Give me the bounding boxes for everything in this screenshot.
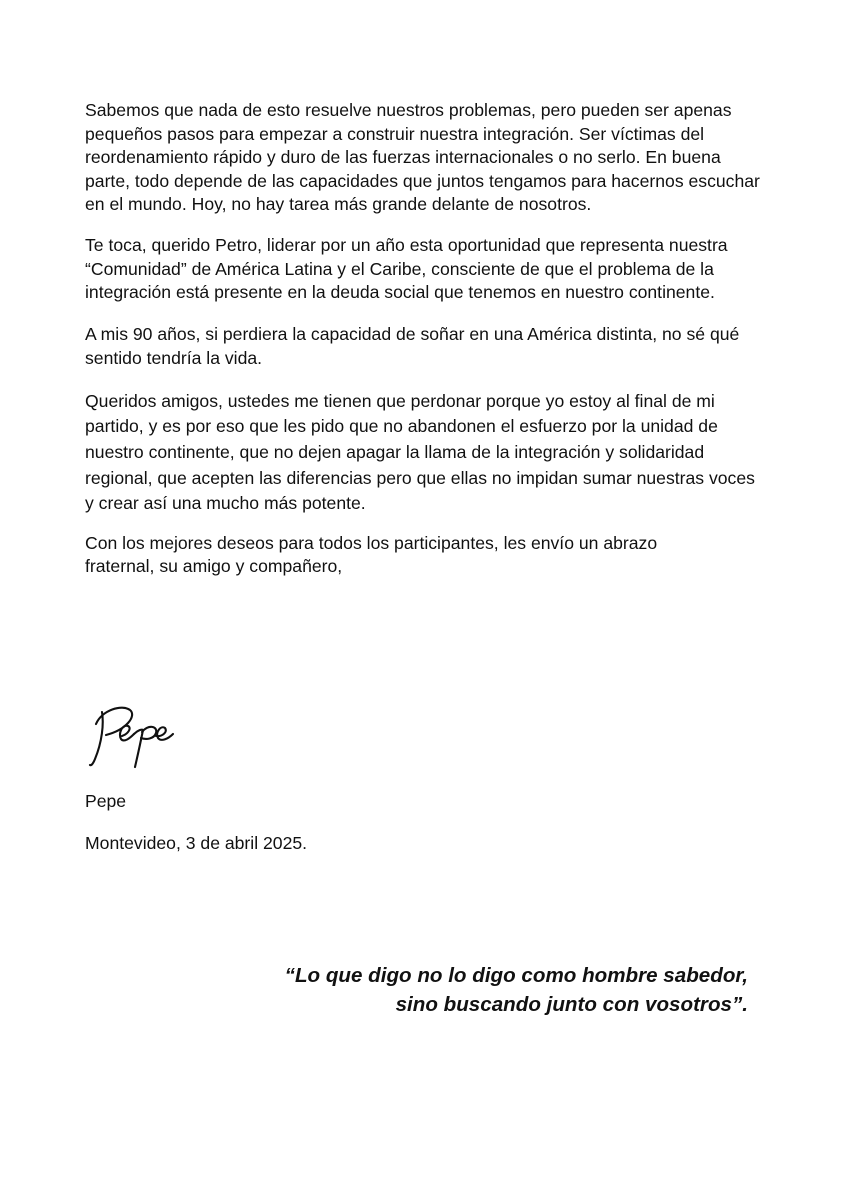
quote-line-1: “Lo que digo no lo digo como hombre sabedor, (284, 964, 748, 987)
paragraph-friends: Queridos amigos, ustedes me tienen que perdonar porque yo estoy al final de mi partido, y es por eso que les pido que no abandonen el esfuerzo por la unidad de nuestro continente, que no dejen apagar la llama de la integración y solidaridad regional, que acepten las diferencias pero que ellas no impidan sumar nuestras voces y crear así una mucho más potente. (85, 390, 755, 514)
signer-name: Pepe (85, 791, 127, 811)
paragraph-integration: Sabemos que nada de esto resuelve nuestros problemas, pero pueden ser apenas pequeños pasos para empezar a construir nuestra integración. Ser víctimas del reordenamiento rápido y duro de las fuerzas internacionales o no serlo. En buena parte, todo depende de las capacidades que juntos tengamos para hacernos escuchar en el mundo. Hoy, no hay tarea más grande delante de nosotros. (85, 100, 760, 215)
closing-line-2: fraternal, su amigo y compañero, (85, 556, 343, 577)
paragraph-petro: Te toca, querido Petro, liderar por un año esta oportunidad que representa nuestra “Comunidad” de América Latina y el Caribe, consciente de que el problema de la integración está presente en la deuda social que tenemos en nuestro continente. (85, 234, 728, 303)
quote-line-2: sino buscando junto con vosotros”. (395, 993, 748, 1016)
place-and-date: Montevideo, 3 de abril 2025. (85, 833, 308, 853)
letter-body (85, 99, 765, 579)
handwritten-signature (88, 692, 204, 772)
paragraph-closing (85, 532, 765, 579)
paragraph-90-years: A mis 90 años, si perdiera la capacidad de soñar en una América distinta, no sé qué sentido tendría la vida. (85, 323, 740, 368)
closing-quote (188, 961, 748, 1019)
closing-line-1: Con los mejores deseos para todos los participantes, les envío un abrazo (85, 532, 658, 553)
